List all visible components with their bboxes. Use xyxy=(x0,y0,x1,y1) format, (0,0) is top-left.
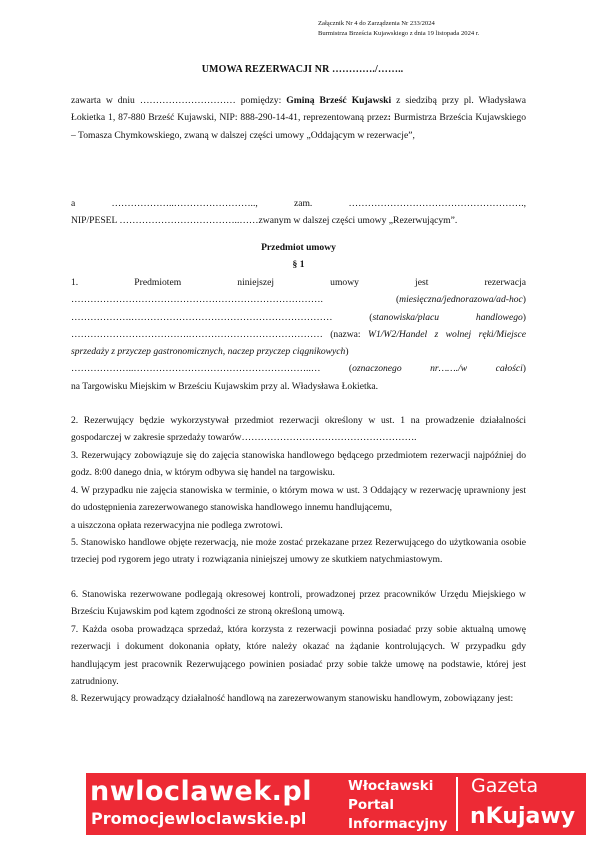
p7-text: 7. Każda osoba prowadząca sprzedaż, która korzysta z rezerwacji powinna posiadać przy sobie aktualną umowę rezerwacji i dokument dokonania opłaty, które należy okazać na żądanie kontrolujących. W przypadku gdy handlującym jest pracownik Rezerwującego powinien posiadać przy sobie także umowę na podstawie, której jest zatrudniony. xyxy=(71,624,526,687)
paragraph-1 xyxy=(71,274,526,395)
banner-divider xyxy=(456,777,458,831)
p1-line-5-close: ) xyxy=(522,363,526,375)
p3-text: 3. Rezerwujący zobowiązuje się do zajęcia stanowiska handlowego będącego przedmiotem rezerwacji najpóźniej do godz. 8:00 danego dnia, w którym odbywa się handel na targowisku. xyxy=(71,450,526,479)
p1-line-3-options: stanowiska/placu handlowego xyxy=(372,311,523,323)
document-header xyxy=(318,19,479,39)
section-title: Przedmiot umowy xyxy=(261,242,336,253)
p1-line-5-options: oznaczonego nr……./w całości xyxy=(352,363,523,375)
banner-portal-3: Informacyjny xyxy=(348,816,448,832)
p6-text: 6. Stanowiska rezerwowane podlegają okresowej kontroli, prowadzonej przez pracowników Urzędu Miejskiego w Brześciu Kujawskim pod kątem zgodności ze stroną określoną umową. xyxy=(71,589,526,618)
p4-text-b: a uiszczona opłata rezerwacyjna nie podlega zwrotowi. xyxy=(71,519,283,531)
party-paragraph xyxy=(71,195,526,230)
intro-text-a: zawarta w dniu ………………………… pomiędzy: xyxy=(71,95,287,106)
intro-paragraph xyxy=(71,92,526,144)
paragraph-7 xyxy=(71,621,526,690)
p2-text: 2. Rezerwujący będzie wykorzystywał przedmiot rezerwacji określony w ust. 1 na prowadzenie działalności gospodarczej w zakresie sprzedaży towarów………………………………………………. xyxy=(71,415,526,444)
p1-line-4-close: ) xyxy=(345,346,349,358)
paragraph-8 xyxy=(71,690,526,707)
watermark-banner xyxy=(86,773,586,835)
p1-line-3-close: ) xyxy=(522,311,526,323)
intro-text-e: Burmistrza Brześcia Kujawskiego – Tomasza Chymkowskiego, zwaną w dalszej części umowy „Oddającym w rezerwacje”, xyxy=(71,112,526,141)
paragraph-5 xyxy=(71,534,526,569)
p1-line-4-dots: ……………………………….…………………………………… (nazwa: xyxy=(71,328,368,340)
paragraph-4 xyxy=(71,482,526,534)
p8-text: 8. Rezerwujący prowadzący działalność handlową na zarezerwowanym stanowisku handlowym, zobowiązany jest: xyxy=(71,693,514,704)
banner-site-2: Promocjewloclawskie.pl xyxy=(91,809,307,828)
p1-line-2-options: miesięczna/jednorazowa/ad-hoc xyxy=(399,294,523,306)
header-line-2: Burmistrza Brześcia Kujawskiego z dnia 19 listopada 2024 r. xyxy=(318,30,480,37)
intro-gmina: Gminą Brześć Kujawski xyxy=(286,95,392,106)
banner-gazeta: Gazeta xyxy=(471,775,539,797)
paragraph-6 xyxy=(71,586,526,621)
p5-text: 5. Stanowisko handlowe objęte rezerwacją, nie może zostać przekazane przez Rezerwującego do użytkowania osobie trzeciej pod rygorem jego utraty i rozwiązania niniejszej umowy ze skutkiem natychmiastowym. xyxy=(71,537,526,566)
p1-line-5-dots: ………………..………………………………………………..… ( xyxy=(71,363,353,375)
p1-line-2-dots: ……………………………………………………………………. ( xyxy=(71,294,400,306)
header-line-1: Załącznik Nr 4 do Zarządzenia Nr 233/2024 xyxy=(318,20,435,27)
banner-portal xyxy=(348,777,447,834)
p4-text-a: 4. W przypadku nie zajęcia stanowiska w terminie, o którym mowa w ust. 3 Oddający w rezerwację uprawniony jest do udostępnienia zarezerwowanego stanowiska handlowego innemu handlującemu, xyxy=(71,485,526,514)
party-line-1: a ………………..…………………….., zam. ………………………………………………., xyxy=(71,198,526,209)
intro-text-c: z siedzibą przy pl. Władysława Łokietka 1, 87-880 Brześć Kujawski, NIP: 888-290-14-41, reprezentowaną przez xyxy=(71,95,526,124)
p1-line-2-close: ) xyxy=(522,294,526,306)
p1-line-6: na Targowisku Miejskim w Brześciu Kujawskim przy al. Władysława Łokietka. xyxy=(71,380,379,392)
p1-line-1: 1. Predmiotem niniejszej umowy jest rezerwacja xyxy=(71,277,526,288)
p1-line-3 xyxy=(71,309,526,326)
banner-portal-1: Włocławski xyxy=(348,778,434,794)
party-line-2: NIP/PESEL ………………………………..……zwanym w dalszej części umowy „Rezerwującym”. xyxy=(71,215,458,227)
p1-line-3-dots: ……………….……………………………………………………… ( xyxy=(71,311,373,323)
banner-kujawy: nKujawy xyxy=(470,804,576,829)
intro-colon: : xyxy=(387,112,391,124)
p1-line-4 xyxy=(71,326,526,361)
p1-line-4-options: W1/W2/Handel z wolnej ręki/Miejsce sprzedaży z przyczep gastronomicznych, naczep przyczep ciągnikowych xyxy=(71,328,526,358)
p1-line-2 xyxy=(71,291,526,308)
p1-line-5 xyxy=(71,360,526,377)
section-number: § 1 xyxy=(292,259,305,270)
paragraph-2 xyxy=(71,412,526,447)
banner-portal-2: Portal xyxy=(348,797,395,813)
document-title: UMOWA REZERWACJI NR …………./…….. xyxy=(201,64,404,75)
paragraph-3 xyxy=(71,447,526,482)
banner-site: nwloclawek.pl xyxy=(90,776,312,807)
